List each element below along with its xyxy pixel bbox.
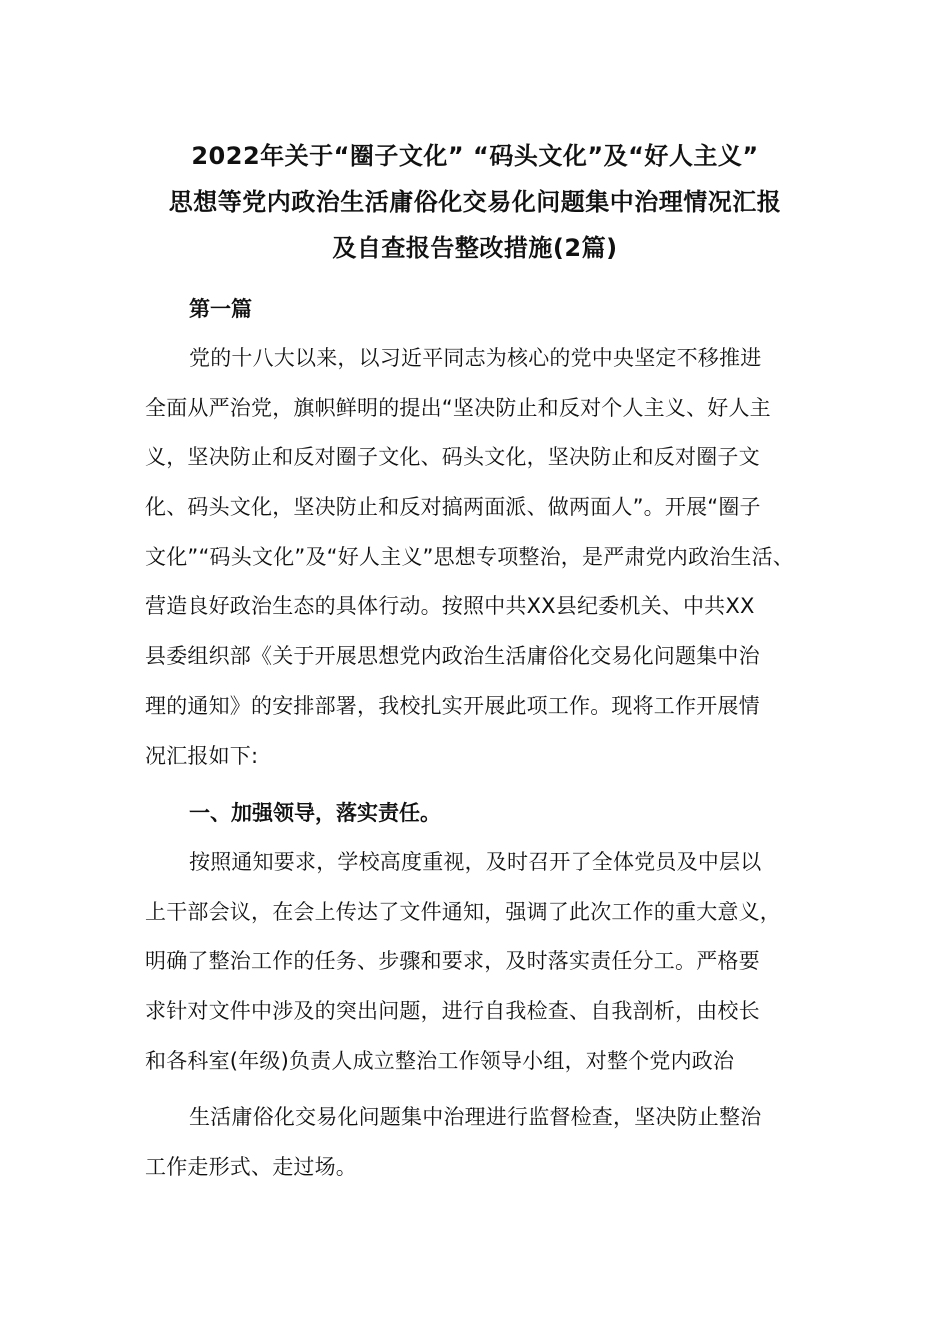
paragraph-leadership	[145, 838, 810, 1086]
text-line: 文化”“码头文化”及“好人主义”思想专项整治，是严肃党内政治生活、	[145, 544, 794, 569]
text-line: 全面从严治党，旗帜鲜明的提出“坚决防止和反对个人主义、好人主	[145, 395, 771, 420]
text-line: 况汇报如下:	[145, 743, 259, 768]
section-heading: 一、加强领导，落实责任。	[189, 801, 441, 825]
text-line: 和各科室(年级)负责人成立整治工作领导小组，对整个党内政治	[145, 1048, 735, 1073]
text-line: 营造良好政治生态的具体行动。按照中共XX县纪委机关、中共XX	[145, 594, 755, 619]
text-line: 党的十八大以来，以习近平同志为核心的党中央坚定不移推进	[189, 346, 762, 370]
text-line: 上干部会议，在会上传达了文件通知，强调了此次工作的重大意义，	[145, 899, 781, 924]
text-line: 县委组织部《关于开展思想党内政治生活庸俗化交易化问题集中治	[145, 644, 760, 669]
paragraph-supervision	[145, 1093, 810, 1192]
document-title	[150, 133, 800, 271]
text-line: 化、码头文化，坚决防止和反对搞两面派、做两面人”。开展“圈子	[145, 495, 761, 520]
text-line: 理的通知》的安排部署，我校扎实开展此项工作。现将工作开展情	[145, 693, 760, 718]
paragraph-intro	[145, 334, 810, 781]
title-line: 2022年关于“圈子文化” “码头文化”及“好人主义”	[191, 142, 759, 170]
section-label: 第一篇	[189, 297, 252, 321]
text-line: 明确了整治工作的任务、步骤和要求，及时落实责任分工。严格要	[145, 949, 760, 974]
text-line: 求针对文件中涉及的突出问题，进行自我检查、自我剖析，由校长	[145, 999, 760, 1024]
title-line: 思想等党内政治生活庸俗化交易化问题集中治理情况汇报	[168, 188, 782, 216]
text-line: 义，坚决防止和反对圈子文化、码头文化，坚决防止和反对圈子文	[145, 445, 760, 470]
text-line: 生活庸俗化交易化问题集中治理进行监督检查，坚决防止整治	[189, 1105, 762, 1129]
text-line: 工作走形式、走过场。	[145, 1154, 357, 1179]
text-line: 按照通知要求，学校高度重视，及时召开了全体党员及中层以	[189, 850, 762, 874]
title-line: 及自查报告整改措施(2篇)	[332, 234, 618, 262]
